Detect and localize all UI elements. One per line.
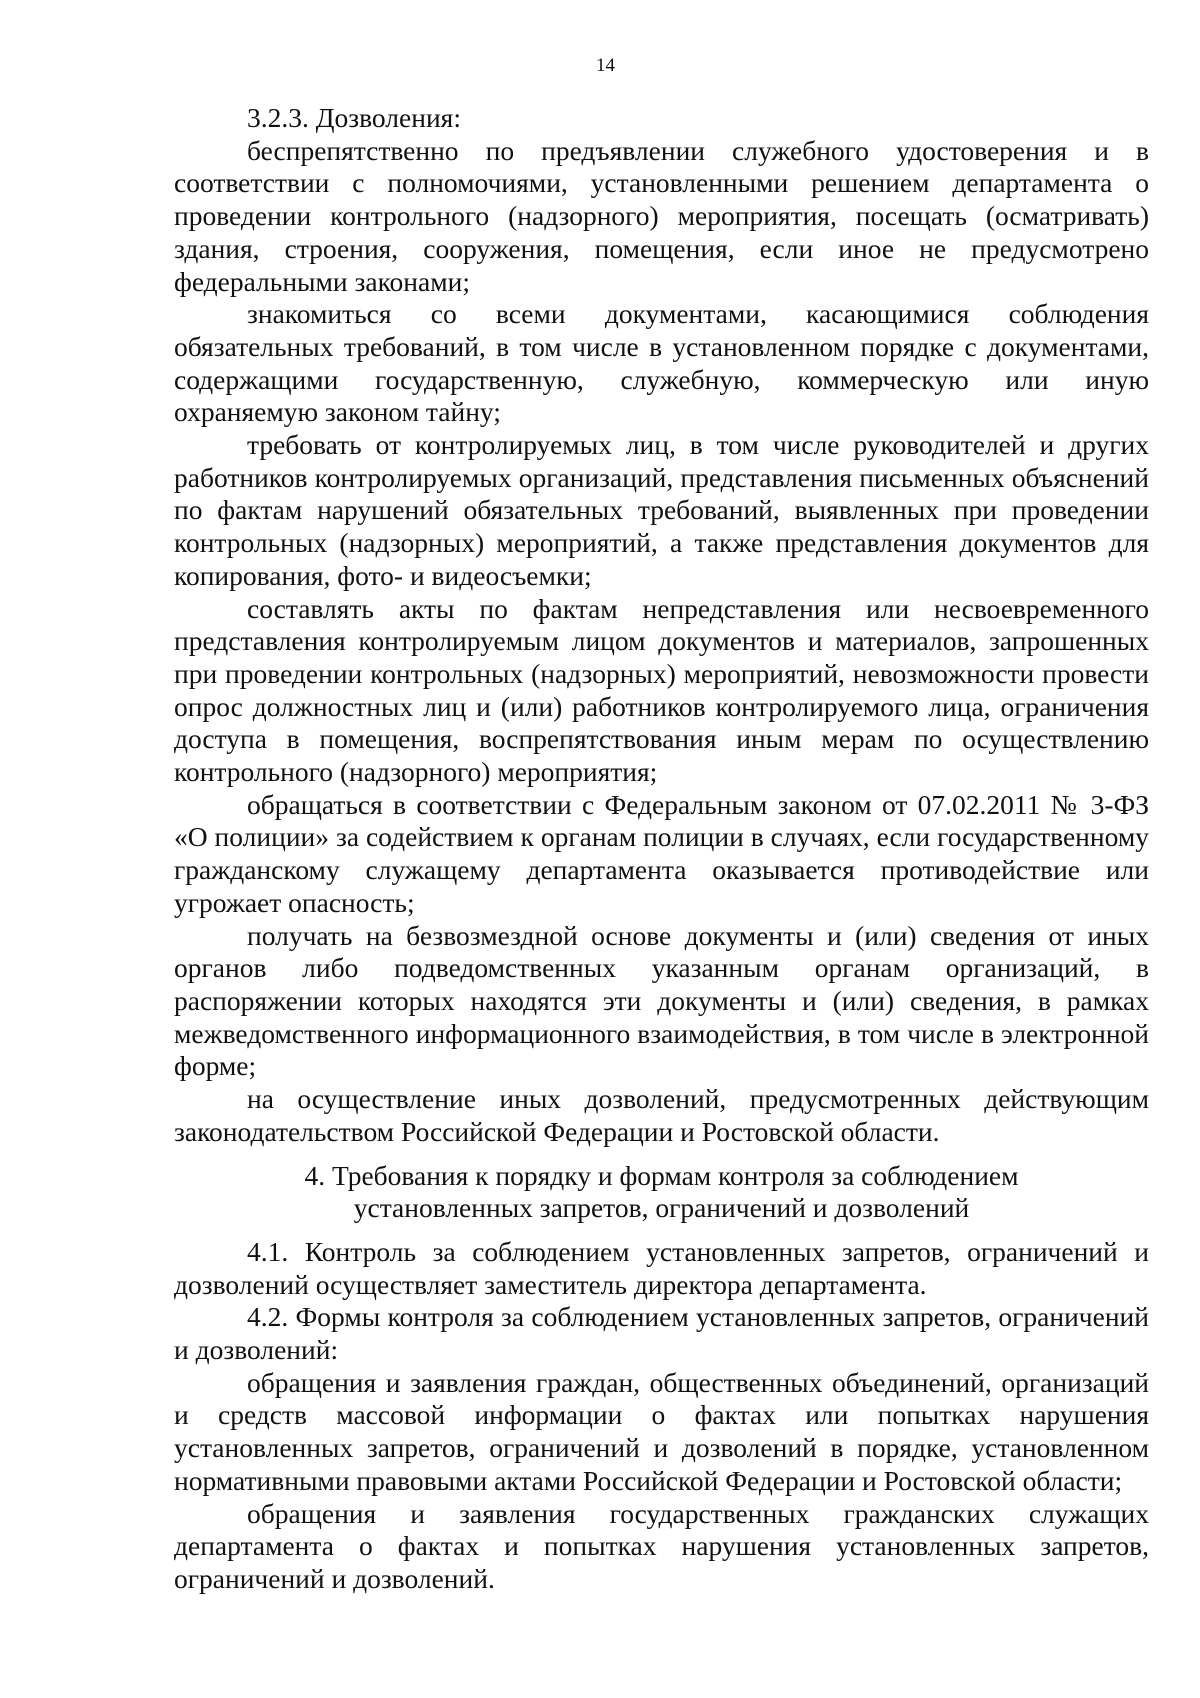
paragraph-permission-7: на осуществление иных дозволений, предусмотренных действующим законодательством Российской Федерации и Ростовской области. <box>174 1083 1149 1147</box>
paragraph-control-form-2: обращения и заявления государственных гражданских служащих департамента о фактах и попытках нарушения установленных запретов, ограничений и дозволений. <box>174 1497 1149 1594</box>
section-title-3-2-3: 3.2.3. Дозволения: <box>247 102 461 133</box>
paragraph-4-2: 4.2. Формы контроля за соблюдением установленных запретов, ограничений и дозволений: <box>174 1301 1149 1366</box>
paragraph-4-1: 4.1. Контроль за соблюдением установленных запретов, ограничений и дозволений осуществляет заместитель директора департамента. <box>174 1235 1149 1300</box>
paragraph-permission-4: составлять акты по фактам непредставления или несвоевременного представления контролируемым лицом документов и материалов, запрошенных при проведении контрольных (надзорных) мероприятий, невозможности провести опрос должностных лиц и (или) работников контролируемого лица, ограничения доступа в помещения, воспрепятствования иным мерам по осуществлению контрольного (надзорного) мероприятия; <box>174 592 1149 788</box>
paragraph-permission-6: получать на безвозмездной основе документы и (или) сведения от иных органов либо подведомственных указанным органам организаций, в распоряжении которых находятся эти документы и (или) сведения, в рамках межведомственного информационного взаимодействия, в том числе в электронной форме; <box>174 919 1149 1082</box>
paragraph-permission-1: беспрепятственно по предъявлении служебного удостоверения и в соответствии с полномочиями, установленными решением департамента о проведении контрольного (надзорного) мероприятия, посещать (осматривать) здания, строения, сооружения, помещения, если иное не предусмотрено федеральными законами; <box>174 134 1149 297</box>
section-4-heading-line-2: установленных запретов, ограничений и дозволений <box>353 1192 970 1224</box>
page-number: 14 <box>596 55 615 76</box>
paragraph-control-form-1: обращения и заявления граждан, общественных объединений, организаций и средств массовой информации о фактах или попытках нарушения установленных запретов, ограничений и дозволений в порядке, установленном нормативными правовыми актами Российской Федерации и Ростовской области; <box>174 1366 1149 1496</box>
paragraph-permission-3: требовать от контролируемых лиц, в том числе руководителей и других работников контролируемых организаций, представления письменных объяснений по фактам нарушений обязательных требований, выявленных при проведении контрольных (надзорных) мероприятий, а также представления документов для копирования, фото- и видеосъемки; <box>174 429 1149 591</box>
paragraph-permission-5: обращаться в соответствии с Федеральным законом от 07.02.2011 № 3-ФЗ «О полиции» за содействием к органам полиции в случаях, если государственному гражданскому служащему департамента оказывается противодействие или угрожает опасность; <box>174 788 1149 918</box>
section-4-heading-line-1: 4. Требования к порядку и формам контроля за соблюдением <box>304 1159 1019 1191</box>
section-4-heading <box>174 1160 1149 1225</box>
document-body <box>174 102 1149 1596</box>
paragraph-permission-2: знакомиться со всеми документами, касающимися соблюдения обязательных требований, в том числе в установленном порядке с документами, содержащими государственную, служебную, коммерческую или иную охраняемую законом тайну; <box>174 298 1149 428</box>
